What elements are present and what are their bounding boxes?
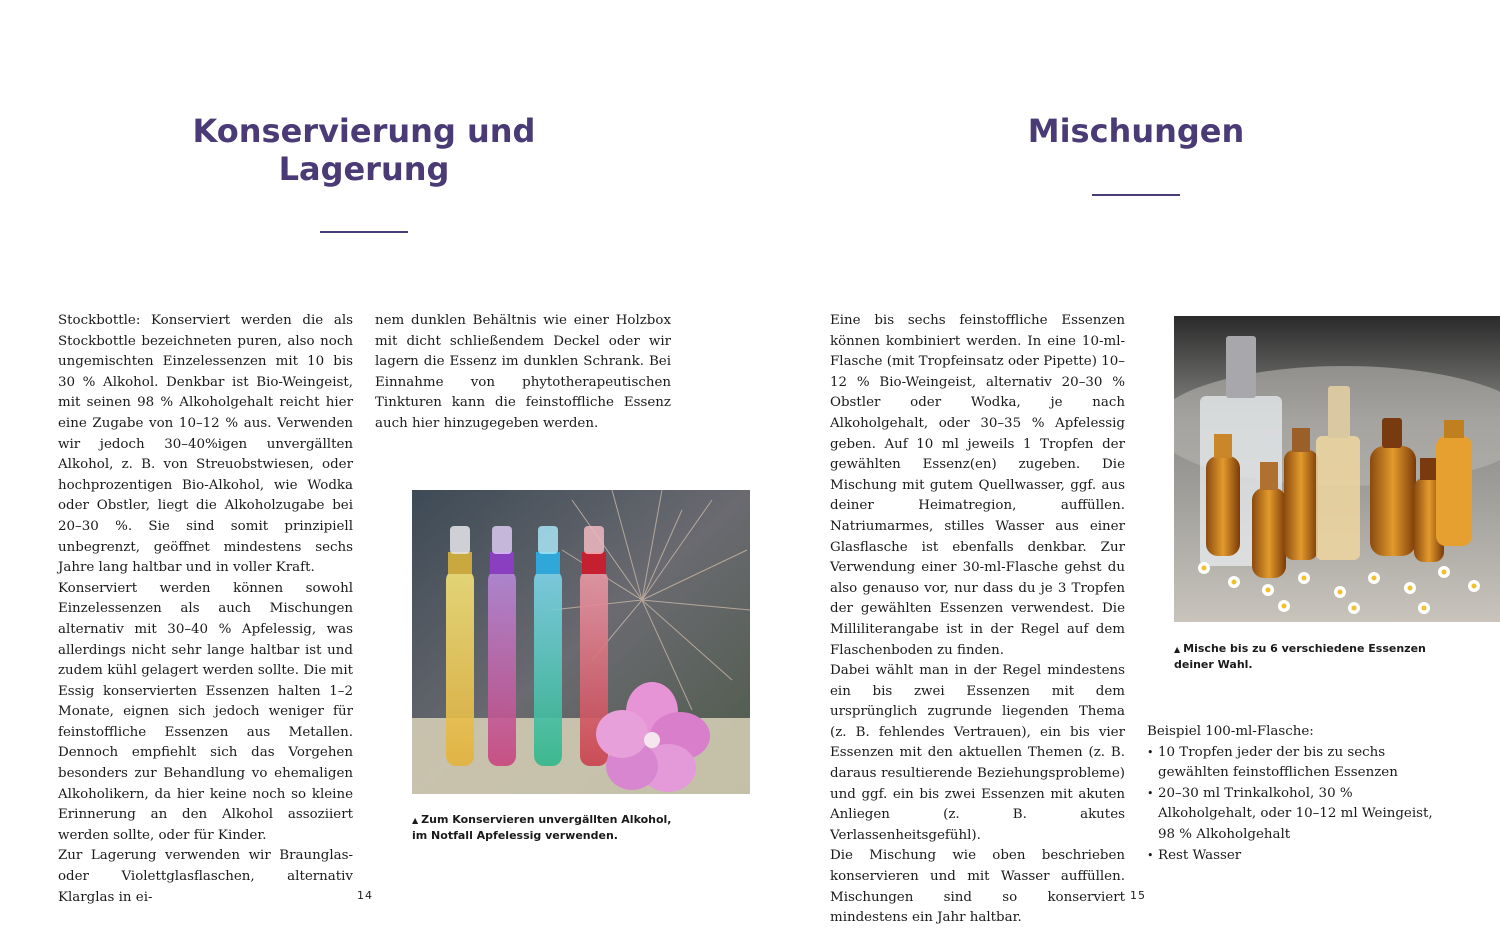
paragraph: nem dunklen Behältnis wie einer Holzbox mit dicht schließendem Deckel oder wir lagern die Essenz im dunklen Schrank. Bei Einnahme von phytotherapeutischen Tinkturen kann die feinstoffliche Essenz auch hier hinzugegeben werden. bbox=[375, 313, 671, 431]
right-page bbox=[750, 0, 1500, 940]
list-item: • Rest Wasser bbox=[1147, 846, 1447, 867]
text-column-1 bbox=[58, 311, 353, 908]
title-divider bbox=[320, 231, 408, 233]
paragraph: Stockbottle: Konserviert werden die als Stockbottle bezeichneten puren, also noch ungemischten Einzelessenzen mit 10 bis 30 % Alkohol. Denkbar ist Bio-Weingeist, mit seinen 98 % Alkoholgehalt reicht hier eine Zugabe von 10–12 % aus. Verwenden wir jedoch 30–40%igen unvergällten Alkohol, z. B. von Streuobstwiesen, oder hochprozentigen Bio-Alkohol, wie Wodka oder Obstler, liegt die Alkoholzugabe bei 20–30 %. Sie sind somit prinzipiell unbegrenzt, geöffnet mindestens sechs Jahre lang haltbar und in voller Kraft. bbox=[58, 313, 353, 576]
example-list bbox=[1147, 743, 1447, 867]
page-title: Mischungen bbox=[1027, 112, 1245, 150]
page-title: Konservierung und Lagerung bbox=[192, 112, 536, 188]
page-number: 14 bbox=[357, 889, 373, 902]
caption-marker-icon: ▲ bbox=[412, 816, 419, 825]
paragraph: Eine bis sechs feinstoffliche Essenzen können kombiniert werden. In eine 10-ml-Flasche (mit Tropfeinsatz oder Pipette) 10–12 % Bio-Weingeist, alternativ 20–30 % Obstler oder Wodka, je nach Alkoholgehalt, oder 30–35 % Apfelessig geben. Auf 10 ml jeweils 1 Tropfen der gewählten Essenz(en) zugeben. Die Mischung mit gutem Quellwasser, ggf. aus deiner Heimatregion, auffüllen. Natriumarmes, stilles Wasser aus einer Glasflasche ist ebenfalls denkbar. Zur Verwendung einer 30-ml-Flasche gehst du also genauso vor, nur dass du je 3 Tropfen der gewählten Essenzen verwendest. Die Milliliterangabe ist in der Regel auf dem Flaschenboden zu finden. bbox=[830, 313, 1125, 658]
paragraph: Dabei wählt man in der Regel mindestens ein bis zwei Essenzen mit dem ursprünglich zugrunde liegenden Thema (z. B. fehlendes Vertrauen), ein bis vier Essenzen mit den aktuellen Themen (z. B. daraus resultierende Beziehungsprobleme) und ggf. ein bis zwei Essenzen mit akuten Anliegen (z. B. akutes Verlassenheitsgefühl). bbox=[830, 663, 1125, 843]
paragraph: Zur Lagerung verwenden wir Braunglas- oder Violettglasflaschen, alternativ Klarglas in ei- bbox=[58, 848, 353, 905]
paragraph: Die Mischung wie oben beschrieben konservieren und mit Wasser auffüllen. Mischungen sind so konserviert mindestens ein Jahr haltbar. bbox=[830, 848, 1125, 926]
amber-bottles-photo bbox=[1174, 316, 1500, 622]
paragraph: Konserviert werden können sowohl Einzelessenzen als auch Mischungen alternativ mit 30–40 % Apfelessig, was allerdings nicht sehr lange haltbar ist und zudem kühl gelagert werden sollte. Die mit Essig konservierten Essenzen halten 1–2 Monate, eignen sich jedoch weniger für feinstoffliche Essenzen aus Metallen. Dennoch empfiehlt sich das Vorgehen besonders zur Behandlung vo ehemaligen Alkoholikern, da hier keine noch so kleine Erinnerung an den Alkohol assoziiert werden sollte, oder für Kinder. bbox=[58, 580, 353, 843]
list-item: • 10 Tropfen jeder der bis zu sechs gewählten feinstofflichen Essenzen bbox=[1147, 743, 1447, 784]
caption-marker-icon: ▲ bbox=[1174, 645, 1181, 654]
photo-caption: ▲ Mische bis zu 6 verschiedene Essenzen deiner Wahl. bbox=[1174, 642, 1426, 671]
example-heading: Beispiel 100-ml-Flasche: bbox=[1147, 724, 1314, 739]
list-item: • 20–30 ml Trinkalkohol, 30 % Alkoholgehalt, oder 10–12 ml Weingeist, 98 % Alkoholgehalt bbox=[1147, 784, 1447, 846]
text-column-1 bbox=[830, 311, 1125, 929]
example-box bbox=[1147, 722, 1447, 866]
spray-bottles-photo bbox=[412, 490, 750, 794]
photo-caption: ▲ Zum Konservieren unvergällten Alkohol, im Notfall Apfelessig verwenden. bbox=[412, 813, 672, 842]
text-column-2 bbox=[375, 311, 671, 435]
page-number: 15 bbox=[1130, 889, 1146, 902]
title-divider bbox=[1092, 194, 1180, 196]
